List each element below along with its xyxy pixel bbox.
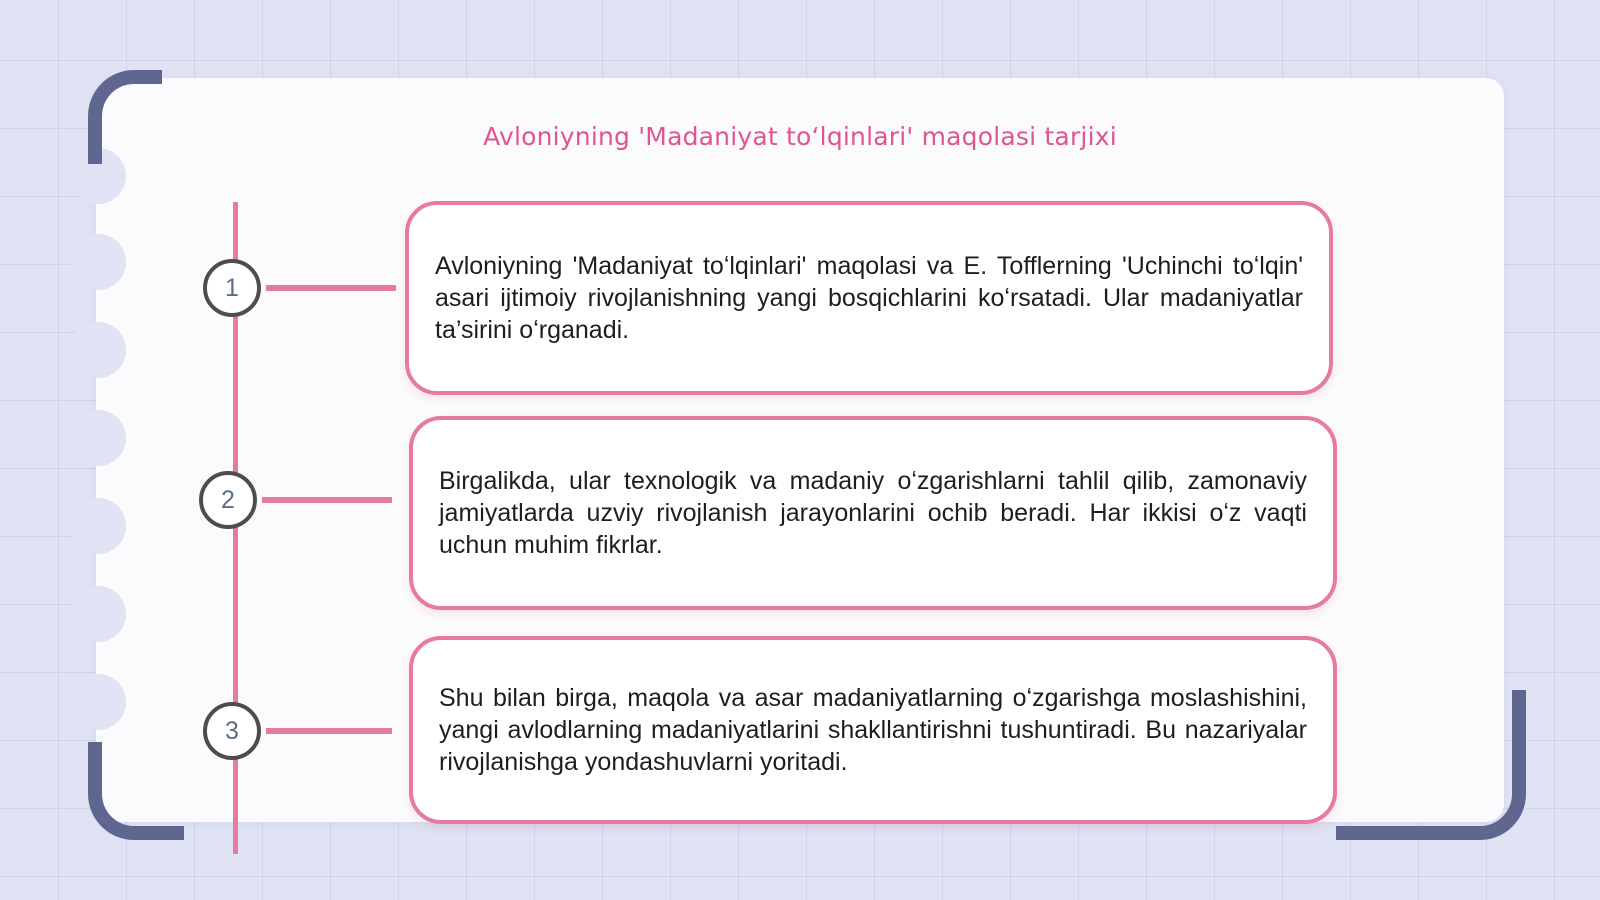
corner-bracket-bottom-right <box>1336 690 1526 840</box>
paper-hole <box>70 586 126 642</box>
step-number-3: 3 <box>203 702 261 760</box>
corner-bracket-bottom-left <box>88 742 184 840</box>
paper-hole <box>70 674 126 730</box>
slide-title: Avloniyning 'Madaniyat toʻlqinlari' maqolasi tarjixi <box>483 122 1117 151</box>
timeline-connector-1 <box>266 285 396 291</box>
paper-hole <box>70 498 126 554</box>
timeline-connector-2 <box>262 497 392 503</box>
paper-hole <box>70 322 126 378</box>
step-card-3 <box>409 636 1337 824</box>
step-text-1: Avloniyning 'Madaniyat toʻlqinlari' maqolasi va E. Tofflerning 'Uchinchi toʻlqin' asari ijtimoiy rivojlanishning yangi bosqichlarini koʻrsatadi. Ular madaniyatlar ta’sirini oʻrganadi. <box>435 252 1303 344</box>
corner-bracket-top-left <box>88 70 162 164</box>
paper-hole <box>70 234 126 290</box>
step-text-2: Birgalikda, ular texnologik va madaniy oʻzgarishlarni tahlil qilib, zamonaviy jamiyatlarda uzviy rivojlanish jarayonlarini ochib beradi. Har ikkisi oʻz vaqti uchun muhim fikrlar. <box>439 467 1307 559</box>
paper-hole <box>70 410 126 466</box>
step-number-2: 2 <box>199 471 257 529</box>
step-number-1: 1 <box>203 259 261 317</box>
step-text-3: Shu bilan birga, maqola va asar madaniyatlarning oʻzgarishga moslashishini, yangi avlodlarning madaniyatlarini shakllantirishni tushuntiradi. Bu nazariyalar rivojlanishga yondashuvlarni yoritadi. <box>439 684 1307 776</box>
step-card-2 <box>409 416 1337 610</box>
step-card-1 <box>405 201 1333 395</box>
timeline-connector-3 <box>266 728 392 734</box>
